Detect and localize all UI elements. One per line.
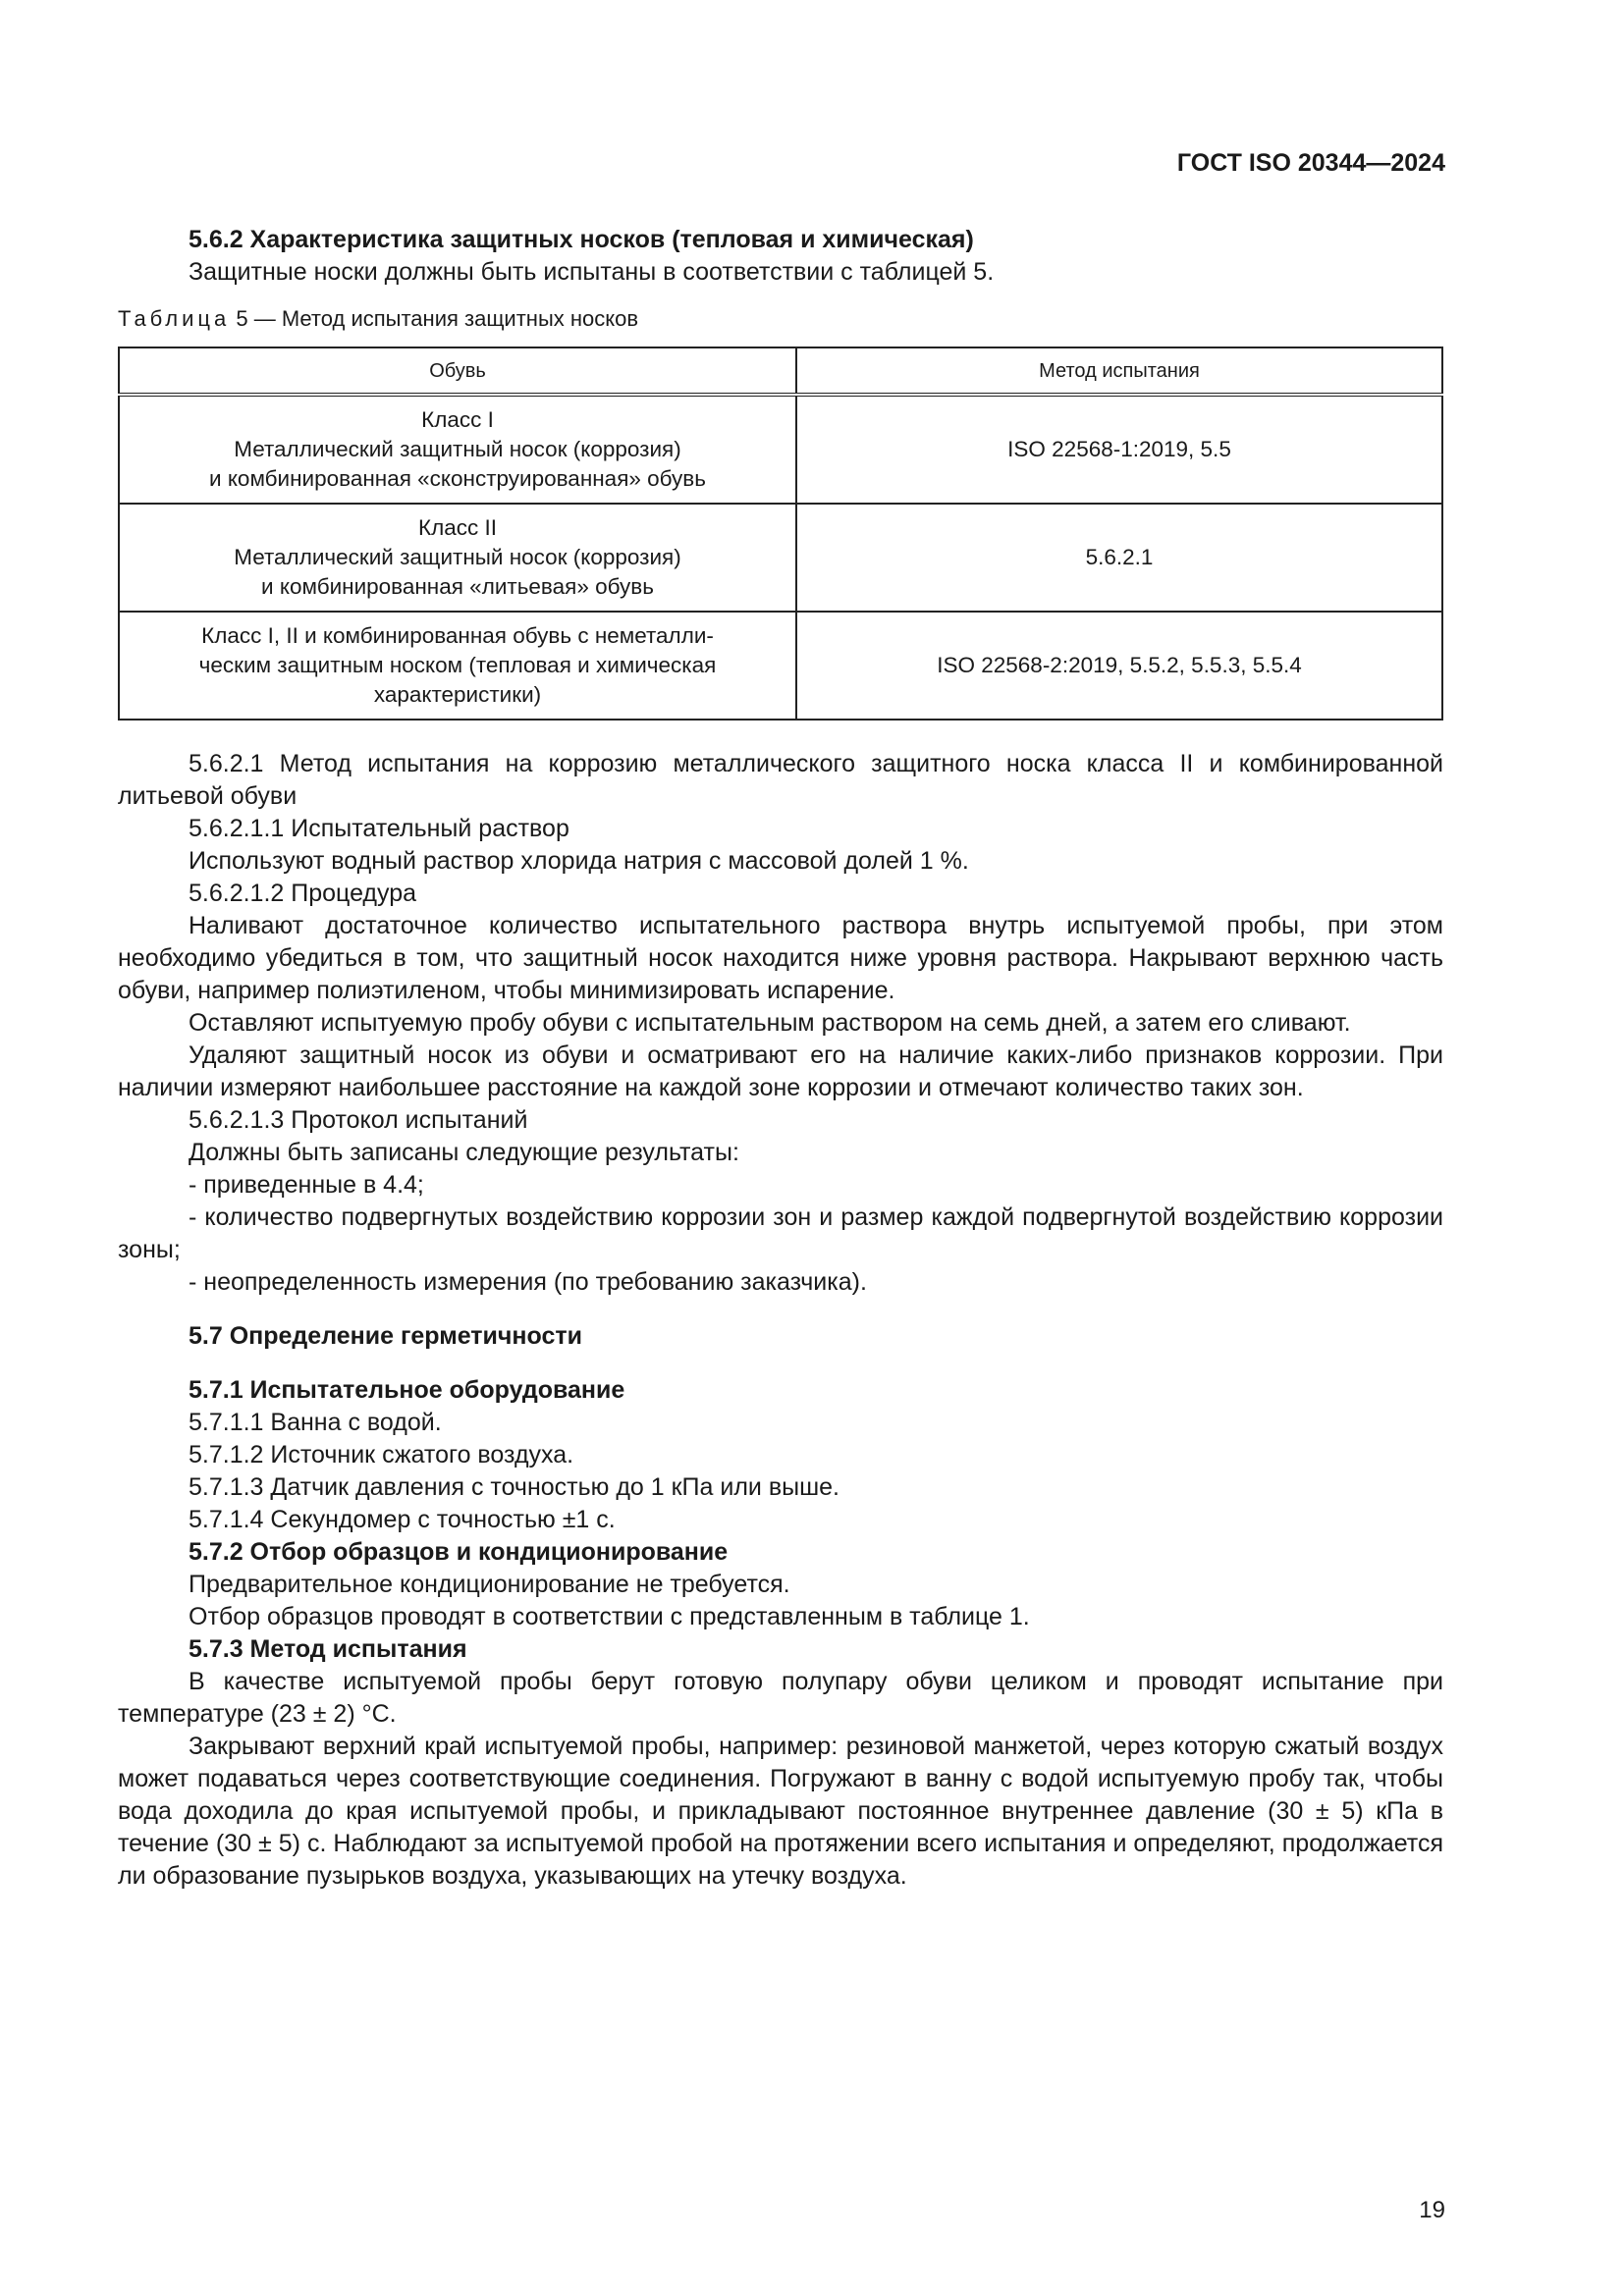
equipment-item: 5.7.1.1 Ванна с водой. (189, 1409, 442, 1436)
list-item: - приведенные в 4.4; (189, 1171, 424, 1199)
equipment-item: 5.7.1.4 Секундомер с точностью ±1 с. (189, 1506, 616, 1533)
footwear-line: характеристики) (373, 682, 542, 707)
equipment-item: 5.7.1.2 Источник сжатого воздуха. (189, 1441, 574, 1468)
footwear-line: Металлический защитный носок (коррозия) (234, 545, 681, 569)
paragraph-procedure-2: Оставляют испытуемую пробу обуви с испытательным раствором на семь дней, а затем его сливают. (189, 1009, 1351, 1037)
footwear-cell (119, 612, 796, 720)
list-item: - неопределенность измерения (по требованию заказчика). (189, 1268, 867, 1296)
footwear-line: Класс II (417, 515, 497, 540)
section-heading-5-7-3: 5.7.3 Метод испытания (189, 1635, 467, 1663)
list-item: - количество подвергнутых воздействию коррозии зон и размер каждой подвергнутой воздействию коррозии зоны; (118, 1203, 1443, 1263)
section-heading-5-6-2: 5.6.2 Характеристика защитных носков (тепловая и химическая) (189, 226, 974, 253)
footwear-line: и комбинированная «литьевая» обувь (261, 574, 654, 599)
section-heading-5-7-1: 5.7.1 Испытательное оборудование (189, 1376, 625, 1404)
paragraph-sampling: Отбор образцов проводят в соответствии с представленным в таблице 1. (189, 1603, 1030, 1630)
section-intro: Защитные носки должны быть испытаны в соответствии с таблицей 5. (189, 258, 995, 286)
table-row (119, 395, 1442, 504)
paragraph-solution: Используют водный раствор хлорида натрия с массовой долей 1 %. (189, 847, 969, 875)
footwear-cell (119, 504, 796, 612)
column-header-footwear: Обувь (119, 347, 796, 395)
footwear-cell (119, 395, 796, 504)
paragraph-5-6-2-1-3: 5.6.2.1.3 Протокол испытаний (189, 1106, 528, 1134)
equipment-item: 5.7.1.3 Датчик давления с точностью до 1 кПа или выше. (189, 1473, 839, 1501)
table-header-row (119, 347, 1442, 395)
test-method-table (118, 347, 1443, 721)
section-heading-5-7: 5.7 Определение герметичности (189, 1322, 582, 1350)
footwear-line: ческим защитным носком (тепловая и химическая (198, 653, 717, 677)
footwear-line: Класс I, II и комбинированная обувь с неметалли- (201, 623, 714, 648)
paragraph-procedure-1: Наливают достаточное количество испытательного раствора внутрь испытуемой пробы, при этом необходимо убедиться в том, что защитный носок находится ниже уровня раствора. Накрывают верхнюю часть обуви, например полиэтиленом, чтобы минимизировать испарение. (118, 912, 1443, 1004)
table-row (119, 504, 1442, 612)
footwear-line: и комбинированная «сконструированная» обувь (209, 466, 706, 491)
section-heading-5-7-2: 5.7.2 Отбор образцов и кондиционирование (189, 1538, 729, 1566)
paragraph-5-6-2-1-2: 5.6.2.1.2 Процедура (189, 880, 417, 907)
footwear-line: Металлический защитный носок (коррозия) (234, 437, 681, 461)
footwear-line: Класс I (421, 407, 494, 432)
page-content (118, 224, 1443, 1893)
standard-header: ГОСТ ISO 20344—2024 (1176, 149, 1445, 177)
paragraph-procedure-3: Удаляют защитный носок из обуви и осматривают его на наличие каких-либо признаков коррозии. При наличии измеряют наибольшее расстояние на каждой зоне коррозии и отмечают количество таких зон. (118, 1041, 1443, 1101)
table-caption (118, 302, 1443, 335)
table-row (119, 612, 1442, 720)
method-cell: ISO 22568-2:2019, 5.5.2, 5.5.3, 5.5.4 (796, 612, 1442, 720)
table-caption-text: 5 — Метод испытания защитных носков (236, 306, 639, 331)
table-caption-label: Таблица (118, 306, 231, 331)
paragraph-5-6-2-1-1: 5.6.2.1.1 Испытательный раствор (189, 815, 569, 842)
paragraph-method-2: Закрывают верхний край испытуемой пробы, например: резиновой манжетой, через которую сжатый воздух может подаваться через соответствующие соединения. Погружают в ванну с водой испытуемую пробу так, чтобы вода доходила до края испытуемой пробы, и прикладывают постоянное внутреннее давление (30 ± 5) кПа в течение (30 ± 5) с. Наблюдают за испытуемой пробой на протяжении всего испытания и определяют, продолжается ли образование пузырьков воздуха, указывающих на утечку воздуха. (118, 1733, 1443, 1890)
column-header-method: Метод испытания (796, 347, 1442, 395)
paragraph-results-intro: Должны быть записаны следующие результаты: (189, 1139, 739, 1166)
method-cell: 5.6.2.1 (796, 504, 1442, 612)
page-number: 19 (1419, 2197, 1445, 2223)
paragraph-method-1: В качестве испытуемой пробы берут готовую полупару обуви целиком и проводят испытание при температуре (23 ± 2) °С. (118, 1668, 1443, 1728)
paragraph-5-6-2-1: 5.6.2.1 Метод испытания на коррозию металлического защитного носка класса II и комбинированной литьевой обуви (118, 750, 1443, 810)
method-cell: ISO 22568-1:2019, 5.5 (796, 395, 1442, 504)
paragraph-conditioning: Предварительное кондиционирование не требуется. (189, 1571, 790, 1598)
